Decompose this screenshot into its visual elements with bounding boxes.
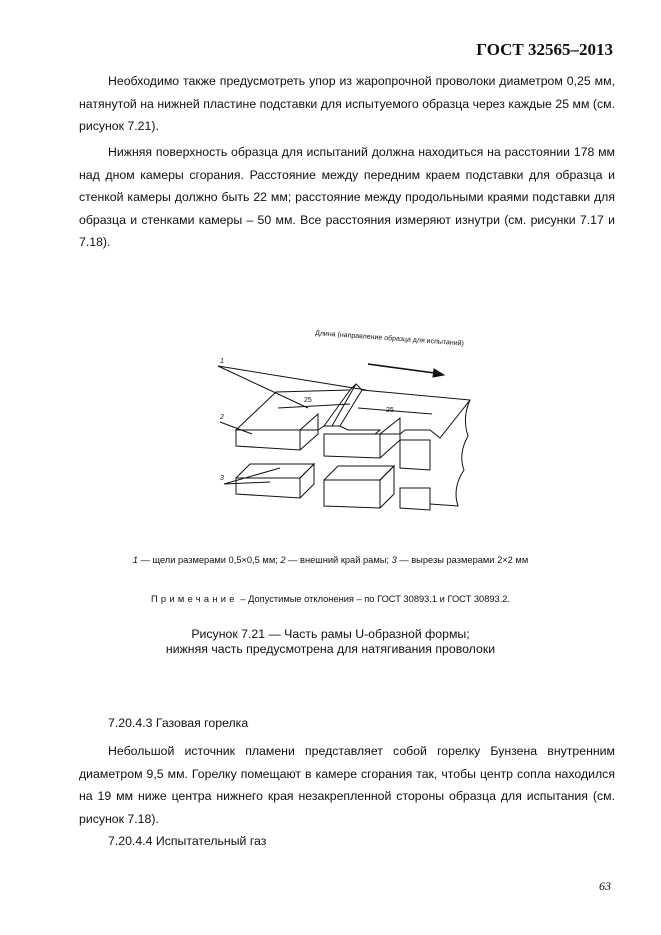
paragraph-burner: Небольшой источник пламени представляет собой горелку Бунзена внутренним диаметром 9,5 мм. Горелку помещают в камере сгорания так, чтобы центр сопла находился на 19 мм ниже центра нижнего края незакрепленной стороны образца для испытания (см. рисунок 7.18).: [79, 744, 615, 826]
dimension-label-2: 25: [386, 407, 394, 414]
dimension-line-2: [358, 408, 432, 414]
lower-block-right-front: [400, 488, 430, 510]
upper-block-left-side: [300, 414, 318, 450]
figure-legend: [0, 555, 661, 565]
upper-block-left-front: [236, 430, 300, 450]
upper-block-mid-front: [324, 434, 380, 458]
legend-text-2: — внешний край рамы;: [285, 555, 392, 565]
callout-line-3: [224, 468, 280, 484]
legend-text-1: — щели размерами 0,5×0,5 мм;: [137, 555, 281, 565]
document-id: ГОСТ 32565–2013: [476, 40, 613, 59]
lower-block-mid-front: [324, 480, 380, 508]
figure-note: [0, 594, 661, 604]
callout-3: 3: [220, 475, 224, 482]
legend-number-1: 1: [132, 555, 138, 565]
callout-line-1: [218, 366, 366, 408]
legend-number-2: 2: [280, 555, 286, 565]
direction-arrow: [368, 364, 442, 374]
paragraph-wire-stop: Необходимо также предусмотреть упор из жаропрочной проволоки диаметром 0,25 мм, натянутой на нижней пластине подставки для испытуемого образца через каждые 25 мм (см. рисунок 7.21).: [79, 74, 615, 133]
page-number: 63: [599, 879, 611, 893]
callout-1: 1: [220, 358, 224, 365]
caption-line-2: нижняя часть предусмотрена для натягивания проволоки: [165, 642, 496, 656]
paragraph-specimen-distance: Нижняя поверхность образца для испытаний должна находиться на расстоянии 178 мм над дном камеры сгорания. Расстояние между передним краем подставки для образца и стенкой камеры должно быть 22 мм; расстояние между продольными краями подставки для образца и стенками камеры – 50 мм. Все расстояния измеряют изнутри (см. рисунки 7.17 и 7.18).: [79, 145, 615, 249]
figure-caption: [0, 627, 661, 657]
legend-number-3: 3: [391, 555, 397, 565]
heading-gas-burner: 7.20.4.3 Газовая горелка: [108, 716, 249, 730]
note-text: – Допустимые отклонения – по ГОСТ 30893.1 и ГОСТ 30893.2.: [237, 594, 511, 604]
lower-block-mid-side: [380, 466, 394, 508]
lower-block-mid-top: [324, 466, 394, 480]
callout-2: 2: [220, 414, 224, 421]
dimension-line-1: [278, 404, 350, 408]
lower-block-left-side: [300, 464, 314, 498]
direction-label: Длина (направление образца для испытаний): [314, 330, 465, 348]
lower-block-left-front: [236, 478, 300, 498]
upper-block-right-front: [400, 440, 430, 470]
note-label: Примечание: [150, 594, 238, 604]
dimension-label-1: 25: [304, 397, 312, 404]
caption-line-1: Рисунок 7.21 — Часть рамы U-образной формы;: [191, 627, 470, 641]
legend-text-3: — вырезы размерами 2×2 мм: [396, 555, 529, 565]
right-break-edge: [430, 400, 470, 506]
heading-test-gas: 7.20.4.4 Испытательный газ: [108, 834, 267, 848]
u-frame-figure: [200, 318, 490, 528]
direction-arrow-head: [433, 369, 444, 377]
upper-block-mid-side: [380, 418, 400, 458]
